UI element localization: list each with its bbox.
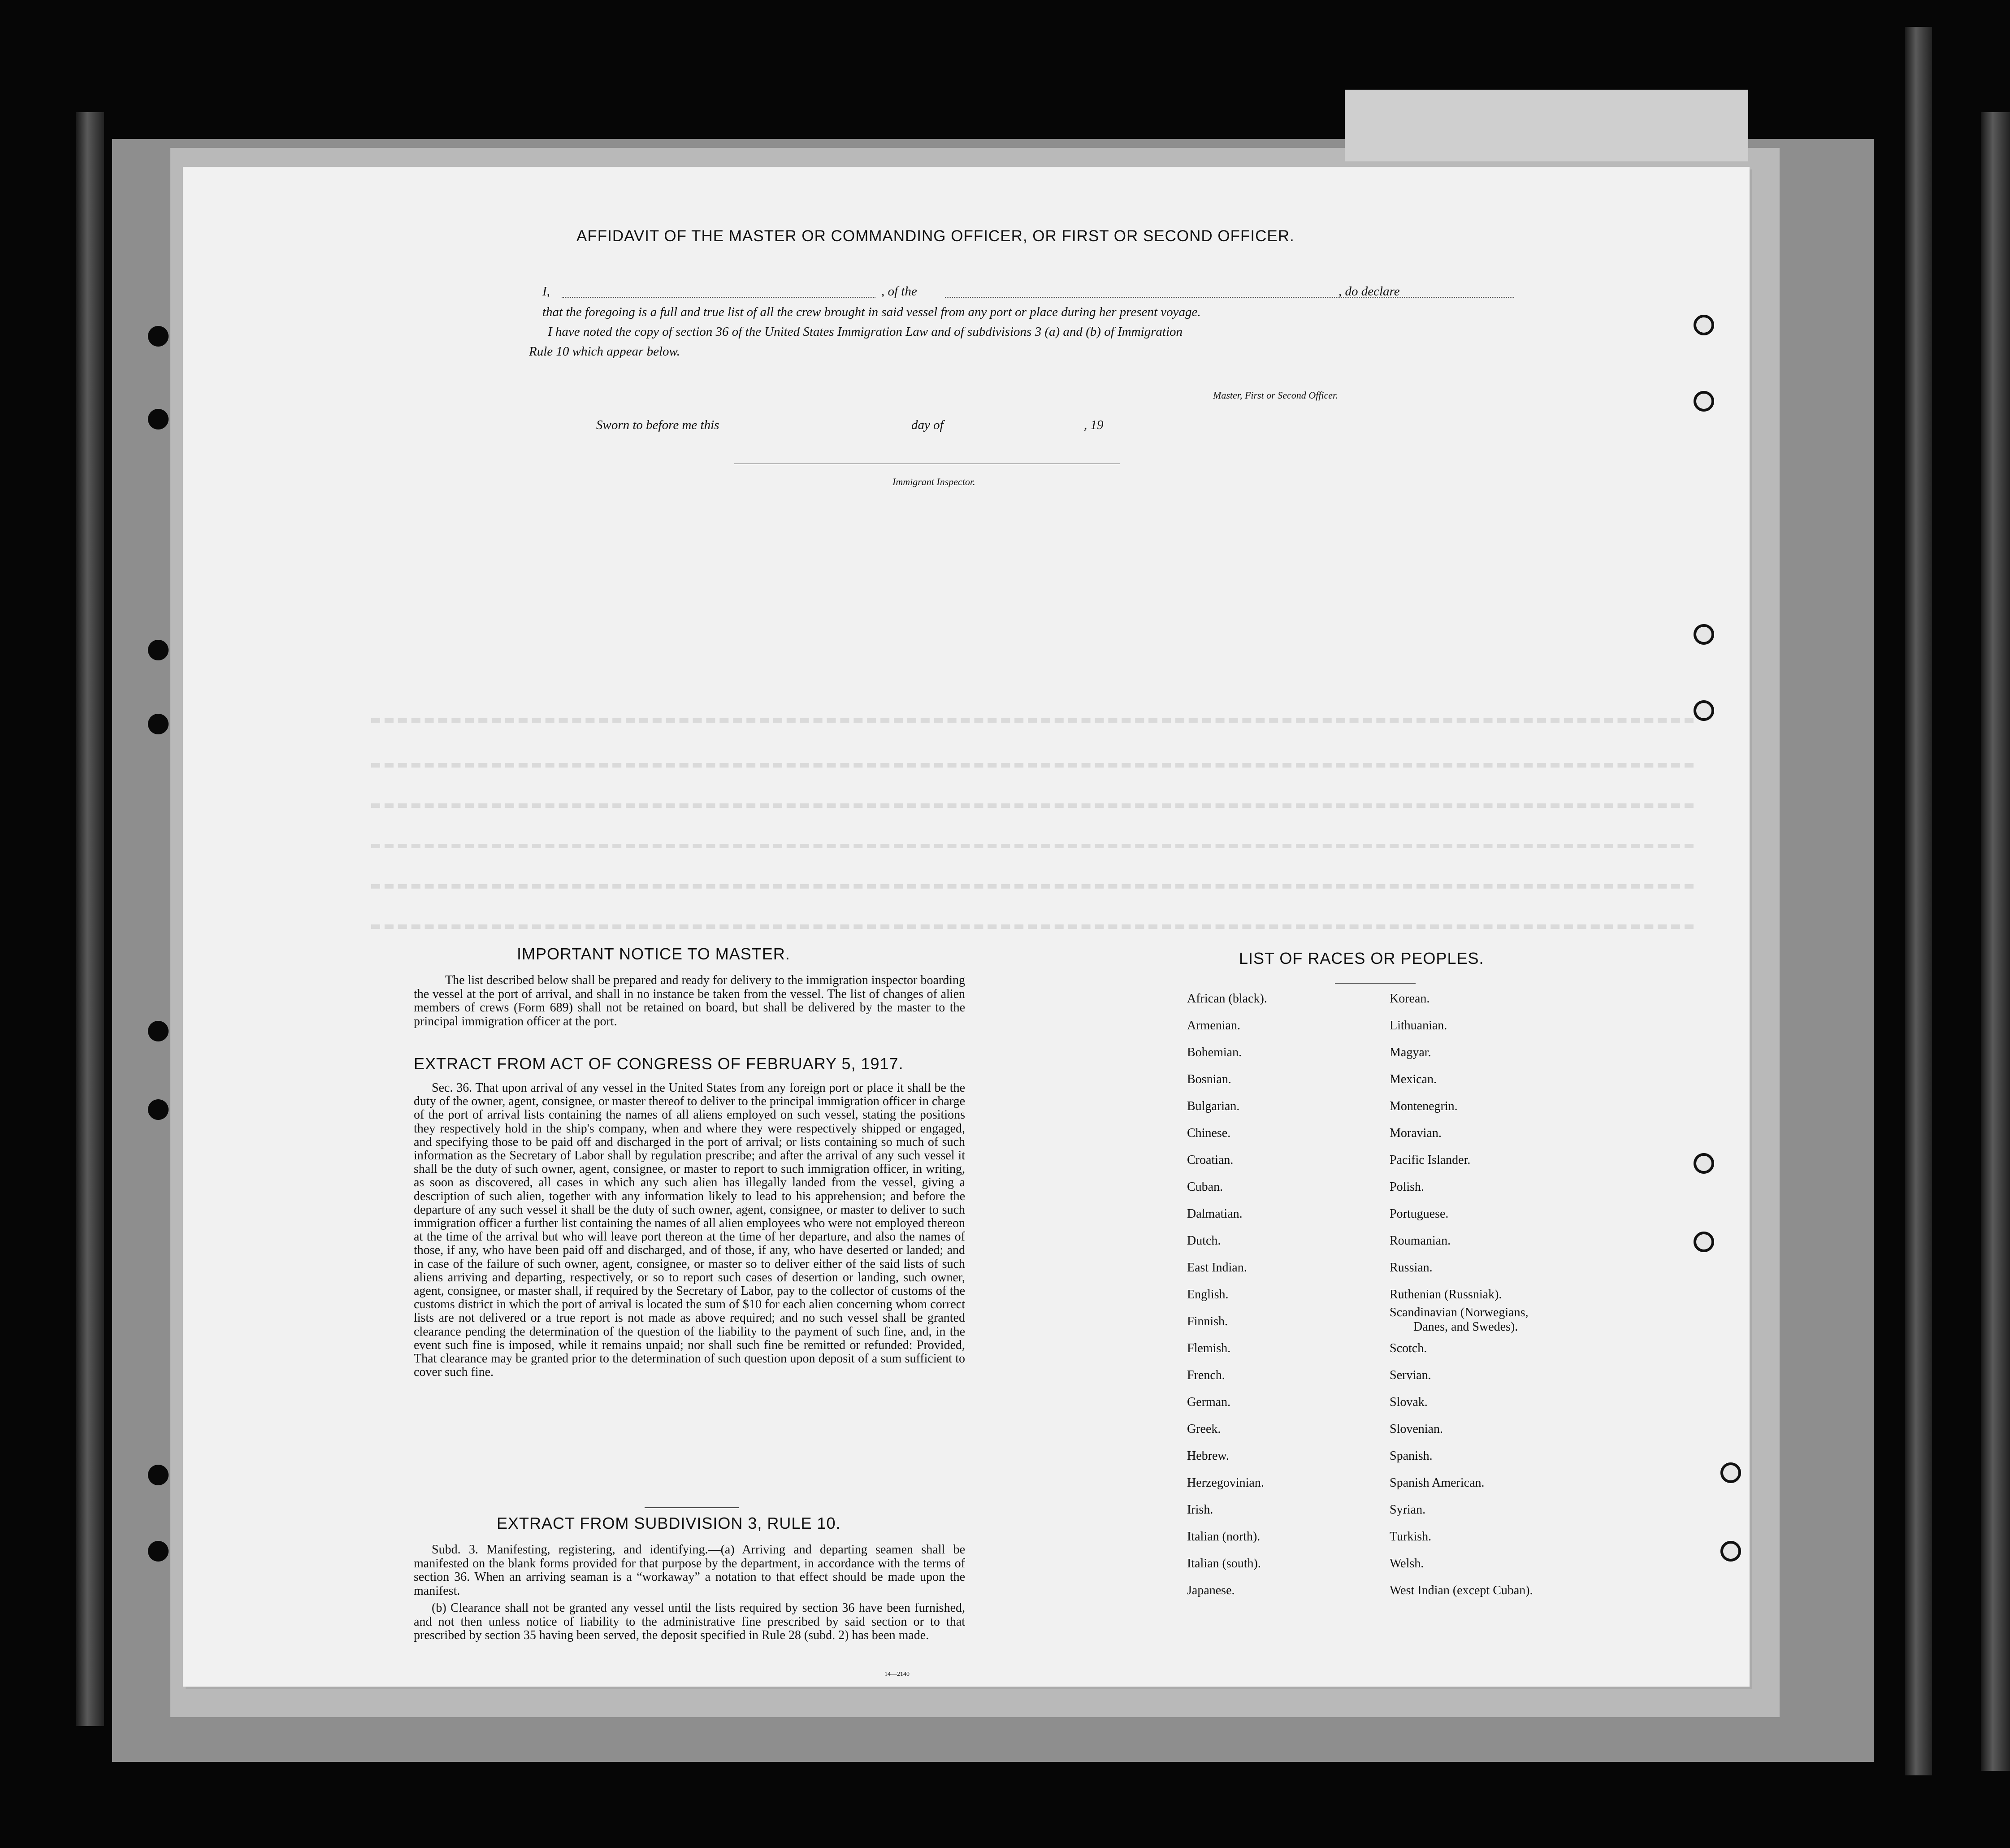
race-item: Danes, and Swedes). bbox=[1413, 1320, 1518, 1334]
race-item: Dalmatian. bbox=[1187, 1207, 1243, 1221]
race-item: Irish. bbox=[1187, 1503, 1213, 1517]
race-item: Ruthenian (Russniak). bbox=[1390, 1288, 1502, 1301]
punch-hole bbox=[1694, 1153, 1714, 1174]
race-item: Scotch. bbox=[1390, 1341, 1427, 1355]
race-item: Spanish American. bbox=[1390, 1476, 1485, 1490]
race-item: Lithuanian. bbox=[1390, 1019, 1447, 1032]
notice-title: IMPORTANT NOTICE TO MASTER. bbox=[517, 945, 790, 963]
race-item: Syrian. bbox=[1390, 1503, 1426, 1517]
punch-hole bbox=[148, 326, 169, 347]
affidavit-of-the-label: , of the bbox=[881, 284, 917, 299]
race-item: Bosnian. bbox=[1187, 1072, 1231, 1086]
bleed-through-rows bbox=[371, 898, 1694, 929]
affidavit-title: AFFIDAVIT OF THE MASTER OR COMMANDING OFFICER, OR FIRST OR SECOND OFFICER. bbox=[576, 227, 1295, 245]
punch-hole bbox=[148, 640, 169, 660]
race-item: Greek. bbox=[1187, 1422, 1221, 1436]
race-item: German. bbox=[1187, 1395, 1231, 1409]
race-item: Armenian. bbox=[1187, 1019, 1240, 1032]
punch-hole bbox=[148, 1099, 169, 1120]
race-item: Cuban. bbox=[1187, 1180, 1223, 1194]
inspector-signature-label: Immigrant Inspector. bbox=[892, 476, 975, 487]
race-item: Spanish. bbox=[1390, 1449, 1433, 1463]
race-item: Croatian. bbox=[1187, 1153, 1234, 1167]
race-item: Portuguese. bbox=[1390, 1207, 1449, 1221]
stacked-pages-top bbox=[1345, 90, 1748, 161]
race-item: Moravian. bbox=[1390, 1126, 1442, 1140]
race-item: Italian (north). bbox=[1187, 1530, 1261, 1544]
race-item: Servian. bbox=[1390, 1368, 1431, 1382]
race-item: Russian. bbox=[1390, 1261, 1433, 1275]
race-item: Dutch. bbox=[1187, 1234, 1221, 1248]
affidavit-line-4: Rule 10 which appear below. bbox=[529, 344, 680, 359]
punch-hole bbox=[1694, 391, 1714, 412]
punch-hole bbox=[1694, 624, 1714, 645]
notice-text: The list described below shall be prepared and ready for delivery to the immigration inspector boarding the vessel at the port of arrival, and shall in no instance be taken from the vessel. The list of changes of alien members of crews (Form 689) shall not be retained on board, but shall be delivered by the master to the principal immigration officer at the port. bbox=[414, 973, 965, 1028]
affidavit-line-3: I have noted the copy of section 36 of the United States Immigration Law and of subdivisions 3 (a) and (b) of Immigration bbox=[548, 325, 1183, 339]
punch-hole bbox=[1694, 1232, 1714, 1252]
race-item: Finnish. bbox=[1187, 1314, 1228, 1328]
rule-extract-text-a: Subd. 3. Manifesting, registering, and identifying.—(a) Arriving and departing seamen shall be manifested on the blank forms provided for that purpose by the department, in accordance with the terms of section 36. When an arriving seaman is a “workaway” a notation to that effect should be made upon the manifest. bbox=[414, 1543, 965, 1598]
punch-hole bbox=[148, 1541, 169, 1562]
punch-hole bbox=[1694, 315, 1714, 335]
rule-extract-text-b: (b) Clearance shall not be granted any vessel until the lists required by section 36 have been furnished, and not then unless notice of liability to the administrative fine prescribed by said section or to that prescribed by section 35 having been served, the deposit specified in Rule 28 (subd. 2) has been made. bbox=[414, 1601, 965, 1642]
race-item: French. bbox=[1187, 1368, 1225, 1382]
year-label: , 19 bbox=[1084, 418, 1104, 432]
race-item: English. bbox=[1187, 1288, 1229, 1301]
race-item: Bohemian. bbox=[1187, 1045, 1242, 1059]
bleed-through-rows bbox=[371, 736, 1694, 768]
race-item: East Indian. bbox=[1187, 1261, 1247, 1275]
race-item: West Indian (except Cuban). bbox=[1390, 1583, 1533, 1597]
race-item: Magyar. bbox=[1390, 1045, 1431, 1059]
race-item: Slovak. bbox=[1390, 1395, 1428, 1409]
sworn-before-label: Sworn to before me this bbox=[596, 418, 719, 432]
race-item: Italian (south). bbox=[1187, 1557, 1261, 1570]
affidavit-line-2: that the foregoing is a full and true list of all the crew brought in said vessel from any port or place during her present voyage. bbox=[542, 305, 1201, 319]
race-item: Mexican. bbox=[1390, 1072, 1437, 1086]
punch-hole bbox=[148, 409, 169, 429]
race-item: Korean. bbox=[1390, 992, 1430, 1006]
races-title: LIST OF RACES OR PEOPLES. bbox=[1239, 949, 1484, 967]
form-number: 14—2140 bbox=[884, 1671, 910, 1678]
bleed-through-rows bbox=[371, 857, 1694, 889]
race-item: Roumanian. bbox=[1390, 1234, 1451, 1248]
act-extract-title: EXTRACT FROM ACT OF CONGRESS OF FEBRUARY 5, 1917. bbox=[414, 1054, 904, 1073]
punch-hole bbox=[148, 1465, 169, 1485]
name-blank bbox=[562, 297, 875, 298]
affidavit-i-label: I, bbox=[542, 284, 550, 299]
race-item: Pacific Islander. bbox=[1390, 1153, 1471, 1167]
affidavit-declare-label: , do declare bbox=[1339, 284, 1400, 299]
bleed-through-rows bbox=[371, 817, 1694, 848]
race-item: Flemish. bbox=[1187, 1341, 1231, 1355]
bleed-through-rows bbox=[371, 777, 1694, 808]
master-signature-label: Master, First or Second Officer. bbox=[1213, 390, 1338, 401]
race-item: Welsh. bbox=[1390, 1557, 1424, 1570]
punch-hole bbox=[1694, 700, 1714, 721]
race-item: Polish. bbox=[1390, 1180, 1425, 1194]
race-item: Herzegovinian. bbox=[1187, 1476, 1264, 1490]
day-of-label: day of bbox=[911, 418, 944, 432]
race-item: Hebrew. bbox=[1187, 1449, 1229, 1463]
act-extract-divider bbox=[645, 1507, 739, 1508]
race-item: Slovenian. bbox=[1390, 1422, 1443, 1436]
bleed-through-rows bbox=[371, 691, 1694, 723]
act-extract-text: Sec. 36. That upon arrival of any vessel in the United States from any foreign port or place it shall be the duty of the owner, agent, consignee, or master thereof to deliver to the principal immigration officer in charge of the port of arrival lists containing the names of all aliens employed on such vessel, stating the positions they respectively hold in the ship's company, when and where they were respectively shipped or engaged, and specifying those to be paid off and discharged in the port of arrival; or lists containing so much of such information as the Secretary of Labor shall by regulation prescribe; and after the arrival of any such vessel it shall be the duty of such owner, agent, consignee, or master to report to such immigration officer, in writing, as soon as discovered, all cases in which any such alien has illegally landed from the vessel, giving a description of such alien, together with any information likely to lead to his apprehension; and before the departure of any such vessel it shall be the duty of such owner, agent, consignee, or master to deliver to such immigration officer a further list containing the names of all alien employees who were not employed thereon at the time of the arrival but who will leave port thereon at the time of her departure, and also the names of those, if any, who have been paid off and discharged, and of those, if any, who have deserted or landed; and in case of the failure of such owner, agent, consignee, or master so to deliver either of the said lists of such aliens arriving and departing, respectively, or so to report such cases of desertion or landing, such owner, agent, consignee, or master shall, if required by the Secretary of Labor, pay to the collector of customs of the customs district in which the port of arrival is located the sum of $10 for each alien concerning whom correct lists are not delivered or a true report is not made as above required; and no such vessel shall be granted clearance pending the determination of the question of the liability to the payment of such fine, and, in the event such fine is imposed, while it remains unpaid; nor shall such fine be remitted or refunded: Provided, That clearance may be granted prior to the determination of such question upon deposit of a sum sufficient to cover such fine. bbox=[414, 1081, 965, 1379]
manifest-page bbox=[183, 167, 1750, 1687]
binder-post-right bbox=[1905, 27, 1932, 1775]
punch-hole bbox=[1720, 1541, 1741, 1562]
rule-extract-title: EXTRACT FROM SUBDIVISION 3, RULE 10. bbox=[497, 1514, 841, 1532]
binder-post-left bbox=[76, 112, 104, 1726]
race-item: Chinese. bbox=[1187, 1126, 1231, 1140]
race-item: Montenegrin. bbox=[1390, 1099, 1458, 1113]
punch-hole bbox=[148, 714, 169, 734]
races-divider bbox=[1335, 983, 1416, 984]
vessel-blank bbox=[945, 297, 1514, 298]
binder-post-far-right bbox=[1981, 112, 2010, 1771]
punch-hole bbox=[148, 1021, 169, 1041]
race-item: Bulgarian. bbox=[1187, 1099, 1240, 1113]
race-item: Scandinavian (Norwegians, bbox=[1390, 1306, 1529, 1319]
race-item: Turkish. bbox=[1390, 1530, 1432, 1544]
race-item: Japanese. bbox=[1187, 1583, 1235, 1597]
punch-hole bbox=[1720, 1462, 1741, 1483]
race-item: African (black). bbox=[1187, 992, 1267, 1006]
